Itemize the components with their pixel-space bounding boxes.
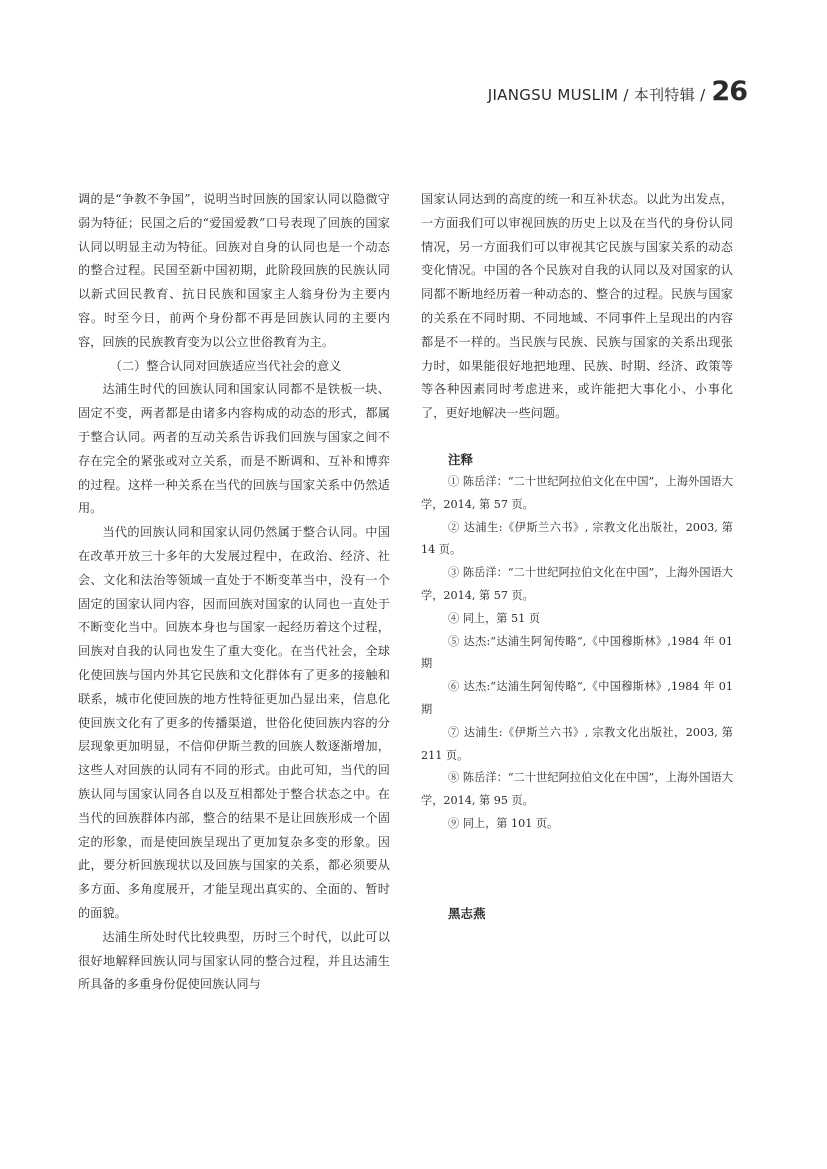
page-header <box>488 76 747 107</box>
note-item: ③ 陈岳洋：“二十世纪阿拉伯文化在中国”，上海外国语大学，2014, 第 57 页。 <box>421 566 733 602</box>
note-item: ⑧ 陈岳洋：“二十世纪阿拉伯文化在中国”，上海外国语大学，2014, 第 95 页。 <box>421 771 733 808</box>
paragraph-continued: 调的是“争教不争国”，说明当时回族的国家认同以隐微守弱为特征；民国之后的“爱国爱教”口号表现了回族的国家认同以明显主动为特征。回族对自身的认同也是一个动态的整合过程。民国至新中国初期，此阶段回族的民族认同以新式回民教育、抗日民族和国家主人翁身份为主要内容。时至今日，前两个身份都不再是回族认同的主要内容，回族的民族教育变为以公立世俗教育为主。 <box>78 192 390 349</box>
page-number: 26 <box>711 76 747 107</box>
journal-section-title: JIANGSU MUSLIM / 本刊特辑 / <box>487 86 706 104</box>
notes-list <box>421 471 733 836</box>
note-item: ⑦ 达浦生:《伊斯兰六书》, 宗教文化出版社，2003, 第 211 页。 <box>421 725 733 762</box>
paragraph: 达浦生时代的回族认同和国家认同都不是铁板一块、固定不变，两者都是由诸多内容构成的动态的形式，都属于整合认同。两者的互动关系告诉我们回族与国家之间不存在完全的紧张或对立关系，而是不断调和、互补和博弈的过程。这样一种关系在当代的回族与国家关系中仍然适用。 <box>78 382 390 516</box>
note-item: ⑤ 达杰:“达浦生阿訇传略”,《中国穆斯林》,1984 年 01 期 <box>421 634 733 671</box>
paragraph: 达浦生所处时代比较典型，历时三个时代，以此可以很好地解释回族认同与国家认同的整合过程，并且达浦生所具备的多重身份促使回族认同与 <box>78 929 390 992</box>
right-column <box>421 188 733 922</box>
paragraph-continued: 国家认同达到的高度的统一和互补状态。以此为出发点，一方面我们可以审视回族的历史上以及在当代的身份认同情况，另一方面我们可以审视其它民族与国家关系的动态变化情况。中国的各个民族对自我的认同以及对国家的认同都不断地经历着一种动态的、整合的过程。民族与国家的关系在不同时期、不同地域、不同事件上呈现出的内容都是不一样的。当民族与民族、民族与国家的关系出现张力时，如果能很好地把地理、民族、时期、经济、政策等等各种因素同时考虑进来，或许能把大事化小、小事化了，更好地解决一些问题。 <box>421 192 733 421</box>
paragraph: 当代的回族认同和国家认同仍然属于整合认同。中国在改革开放三十多年的大发展过程中，在政治、经济、社会、文化和法治等领域一直处于不断变革当中，没有一个固定的国家认同内容，因而回族对国家的认同也一直处于不断变化当中。回族本身也与国家一起经历着这个过程，回族对自我的认同也发生了重大变化。在当代社会，全球化使回族与国内外其它民族和文化群体有了更多的接触和联系，城市化使回族的地方性特征更加凸显出来，信息化使回族文化有了更多的传播渠道，世俗化使回族内容的分层现象更加明显，不信仰伊斯兰教的回族人数逐渐增加，这些人对回族的认同有不同的形式。由此可知，当代的回族认同与国家认同各自以及互相都处于整合状态之中。在当代的回族群体内部，整合的结果不是让回族形成一个固定的形象，而是使回族呈现出了更加复杂多变的形象。因此，要分析回族现状以及回族与国家的关系，都必须要从多方面、多角度展开，才能呈现出真实的、全面的、暂时的面貌。 <box>78 525 390 920</box>
notes-heading: 注释 <box>448 451 474 467</box>
note-item: ④ 同上，第 51 页 <box>448 611 541 625</box>
author-name: 黑志燕 <box>448 905 486 921</box>
note-item: ② 达浦生:《伊斯兰六书》, 宗教文化出版社，2003, 第 14 页。 <box>421 520 733 557</box>
section-subheading: （二）整合认同对回族适应当代社会的意义 <box>109 358 342 373</box>
left-column <box>78 188 390 997</box>
note-item: ① 陈岳洋：“二十世纪阿拉伯文化在中国”，上海外国语大学，2014, 第 57 页。 <box>421 474 733 511</box>
note-item: ⑨ 同上，第 101 页。 <box>448 816 559 830</box>
note-item: ⑥ 达杰:“达浦生阿訇传略”,《中国穆斯林》,1984 年 01 期 <box>421 680 733 716</box>
